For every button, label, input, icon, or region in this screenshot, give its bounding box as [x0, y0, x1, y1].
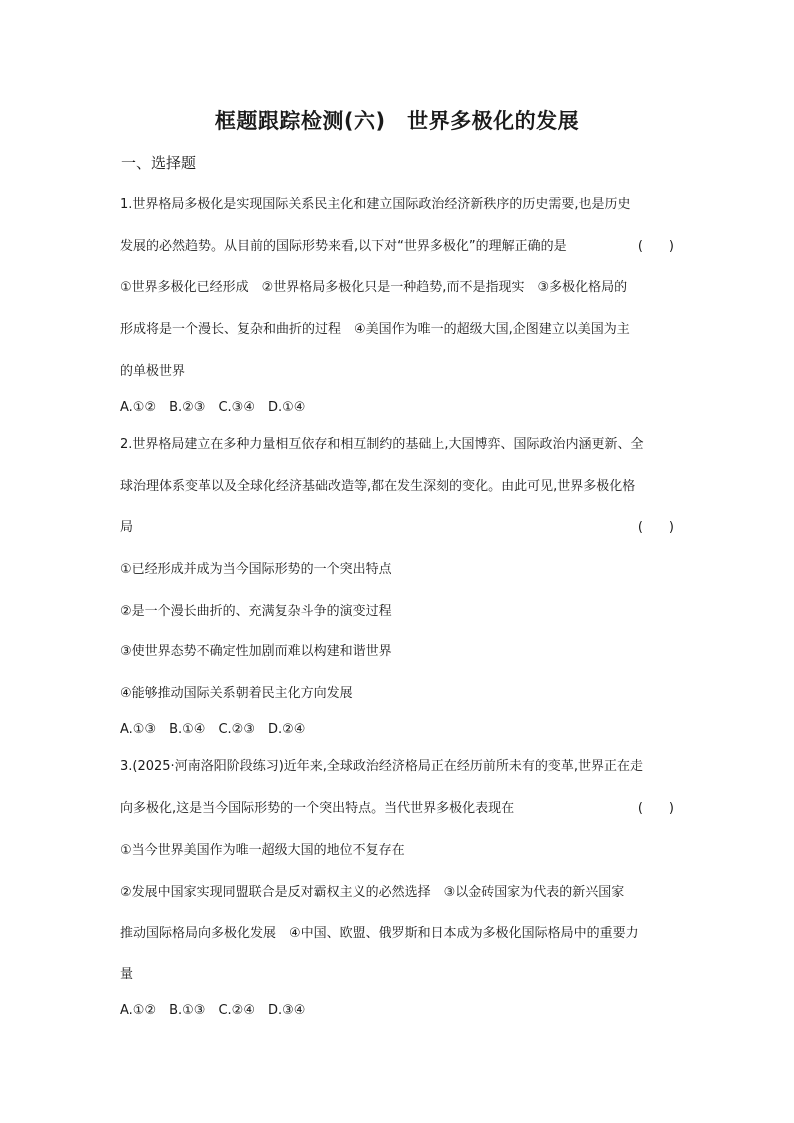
q2-statement-2: ②是一个漫长曲折的、充满复杂斗争的演变过程 [120, 604, 392, 619]
q3-stem-line-1: 3.(2025·河南洛阳阶段练习)近年来,全球政治经济格局正在经历前所未有的变革,世界正在走 [120, 759, 644, 774]
q2-statement-4: ④能够推动国际关系朝着民主化方向发展 [120, 686, 353, 701]
q1-statement-line-2: 形成将是一个漫长、复杂和曲折的过程 ④美国作为唯一的超级大国,企图建立以美国为主 [120, 322, 630, 337]
q3-options: A.①② B.①③ C.②④ D.③④ [120, 1003, 306, 1018]
q2-options: A.①③ B.①④ C.②③ D.②④ [120, 722, 306, 737]
q3-statement-line-2: ②发展中国家实现同盟联合是反对霸权主义的必然选择 ③以金砖国家为代表的新兴国家 [120, 885, 625, 900]
q2-statement-3: ③使世界态势不确定性加剧而难以构建和谐世界 [120, 644, 392, 659]
q3-statement-line-4: 量 [120, 967, 134, 982]
q3-answer-paren: ( ) [637, 801, 674, 816]
q2-stem-line-3: 局 [120, 520, 134, 535]
section-heading: 一、选择题 [121, 154, 197, 172]
q3-statement-line-1: ①当今世界美国作为唯一超级大国的地位不复存在 [120, 843, 405, 858]
q1-options: A.①② B.②③ C.③④ D.①④ [120, 400, 306, 415]
q2-statement-1: ①已经形成并成为当今国际形势的一个突出特点 [120, 562, 392, 577]
q1-statement-line-1: ①世界多极化已经形成 ②世界格局多极化只是一种趋势,而不是指现实 ③多极化格局的 [120, 280, 628, 295]
page-title: 框题跟踪检测(六) 世界多极化的发展 [214, 109, 580, 133]
q2-stem-line-1: 2.世界格局建立在多种力量相互依存和相互制约的基础上,大国博弈、国际政治内涵更新、全 [120, 437, 644, 452]
q3-statement-line-3: 推动国际格局向多极化发展 ④中国、欧盟、俄罗斯和日本成为多极化国际格局中的重要力 [120, 926, 639, 941]
q1-statement-line-3: 的单极世界 [120, 364, 186, 379]
q1-stem-line-2: 发展的必然趋势。从目前的国际形势来看,以下对“世界多极化”的理解正确的是 [120, 239, 567, 254]
q2-stem-line-2: 球治理体系变革以及全球化经济基础改造等,都在发生深刻的变化。由此可见,世界多极化格 [120, 479, 636, 494]
q1-answer-paren: ( ) [637, 239, 674, 254]
q1-stem-line-1: 1.世界格局多极化是实现国际关系民主化和建立国际政治经济新秩序的历史需要,也是历史 [120, 197, 631, 212]
q3-stem-line-2: 向多极化,这是当今国际形势的一个突出特点。当代世界多极化表现在 [120, 801, 515, 816]
q2-answer-paren: ( ) [637, 520, 674, 535]
